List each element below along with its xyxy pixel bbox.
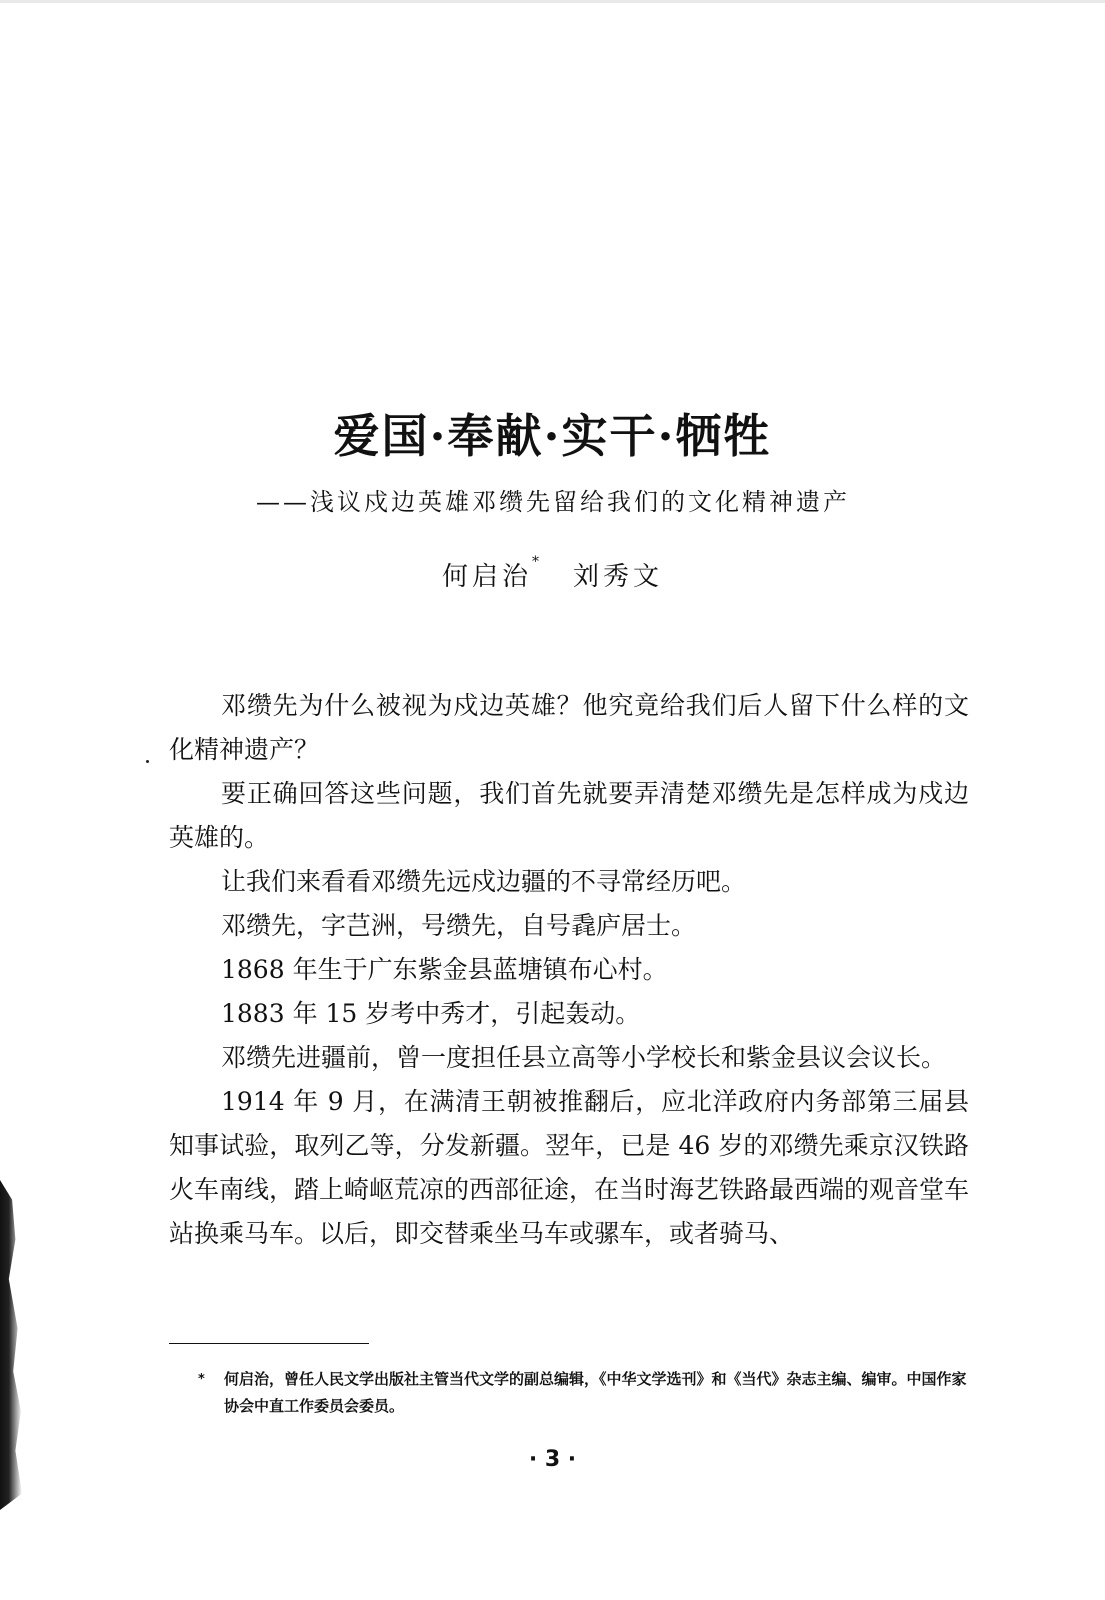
scan-edge-top <box>0 0 1105 3</box>
body-paragraph: 1883 年 15 岁考中秀才，引起轰动。 <box>221 999 641 1028</box>
footnote-mark: * <box>198 1372 205 1387</box>
footnote <box>200 1366 970 1420</box>
footnote-separator <box>169 1343 369 1344</box>
body-paragraph: 邓缵先，字芑洲，号缵先，自号毳庐居士。 <box>221 911 697 940</box>
footnote-text: 何启治，曾任人民文学出版社主管当代文学的副总编辑，《中华文学选刊》和《当代》杂志主编、编审。中国作家协会中直工作委员会委员。 <box>224 1370 967 1415</box>
page-number: · 3 · <box>528 1447 577 1472</box>
author-name-2: 刘秀文 <box>573 562 664 592</box>
body-paragraph: 要正确回答这些问题，我们首先就要弄清楚邓缵先是怎样成为戍边英雄的。 <box>169 779 969 852</box>
body-paragraph: 让我们来看看邓缵先远戍边疆的不寻常经历吧。 <box>221 867 747 896</box>
body-paragraph: 1914 年 9 月，在满清王朝被推翻后，应北洋政府内务部第三届县知事试验，取列乙等，分发新疆。翌年，已是 46 岁的邓缵先乘京汉铁路火车南线，踏上崎岖荒凉的西部征途，在当时海艺铁路最西端的观音堂车站换乘马车。以后，即交替乘坐马车或骡车，或者骑马、 <box>169 1087 970 1248</box>
author-name-1: 何启治 <box>441 562 532 592</box>
scan-speck <box>146 760 149 763</box>
article-subtitle: ——浅议戍边英雄邓缵先留给我们的文化精神遗产 <box>256 488 850 516</box>
author-line <box>0 556 1105 593</box>
article-title: 爱国·奉献·实干·牺牲 <box>333 409 772 463</box>
body-paragraph: 邓缵先为什么被视为戍边英雄？他究竟给我们后人留下什么样的文化精神遗产？ <box>169 691 969 764</box>
body-paragraph: 邓缵先进疆前，曾一度担任县立高等小学校长和紫金县议会议长。 <box>221 1043 947 1072</box>
article-body <box>169 684 969 1256</box>
author-footnote-mark: * <box>532 554 539 570</box>
body-paragraph: 1868 年生于广东紫金县蓝塘镇布心村。 <box>221 955 668 984</box>
